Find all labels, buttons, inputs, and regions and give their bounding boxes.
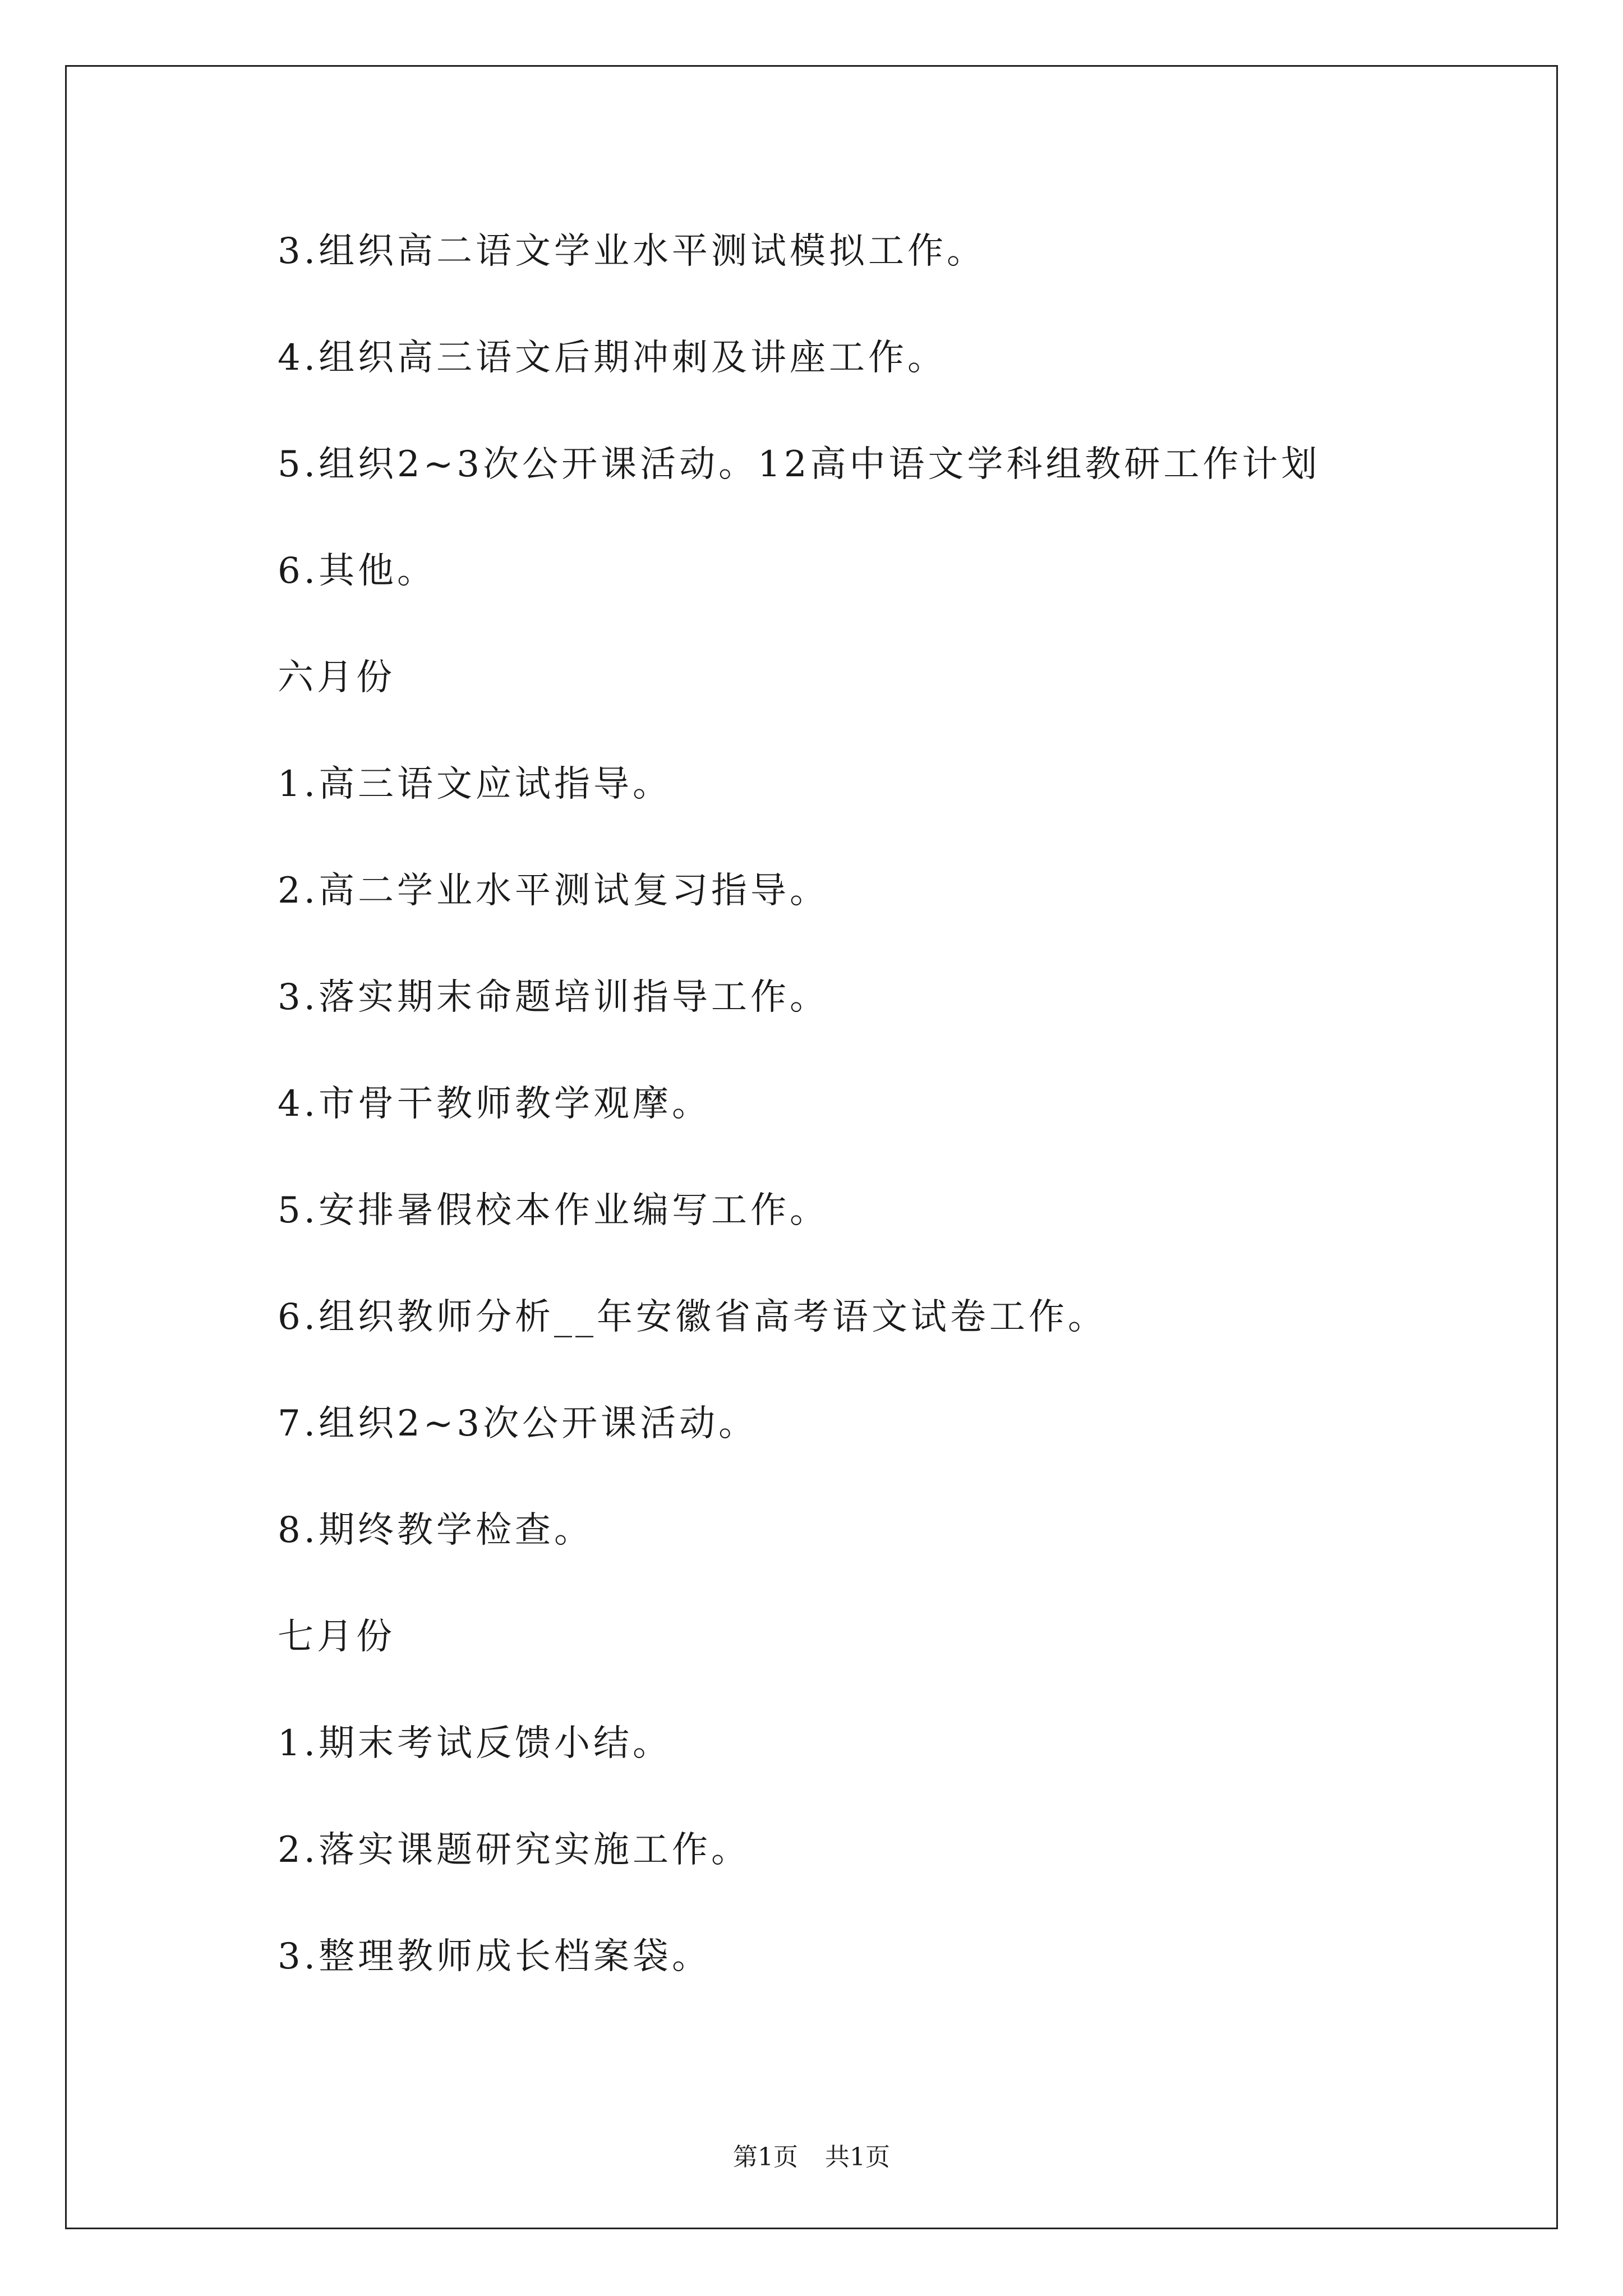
plan-item-line: 6.其他。 xyxy=(278,550,437,592)
page-total: 共1页 xyxy=(825,2143,890,2171)
plan-item-line: 7.组织2~3次公开课活动。 xyxy=(278,1403,758,1444)
month-heading: 七月份 xyxy=(278,1616,395,1658)
plan-item-line: 3.落实期末命题培训指导工作。 xyxy=(278,977,829,1018)
plan-item-line: 5.组织2~3次公开课活动。12高中语文学科组教研工作计划 xyxy=(278,444,1321,485)
plan-item-line: 6.组织教师分析__年安徽省高考语文试卷工作。 xyxy=(278,1296,1108,1338)
plan-item-line: 2.落实课题研究实施工作。 xyxy=(278,1829,751,1871)
plan-item-line: 8.期终教学检查。 xyxy=(278,1510,594,1551)
plan-item-line: 1.期末考试反馈小结。 xyxy=(278,1723,672,1764)
page-border xyxy=(65,65,1558,2229)
plan-item-line: 3.整理教师成长档案袋。 xyxy=(278,1936,712,1977)
plan-item-line: 5.安排暑假校本作业编写工作。 xyxy=(278,1190,829,1231)
plan-item-line: 3.组织高二语文学业水平测试模拟工作。 xyxy=(278,231,986,272)
plan-item-line: 4.市骨干教师教学观摩。 xyxy=(278,1083,712,1125)
month-heading: 六月份 xyxy=(278,657,395,698)
plan-item-line: 4.组织高三语文后期冲刺及讲座工作。 xyxy=(278,337,947,379)
plan-item-line: 1.高三语文应试指导。 xyxy=(278,763,672,805)
plan-item-line: 2.高二学业水平测试复习指导。 xyxy=(278,870,829,912)
page-footer xyxy=(0,2142,1623,2173)
page-number: 第1页 xyxy=(733,2143,798,2171)
